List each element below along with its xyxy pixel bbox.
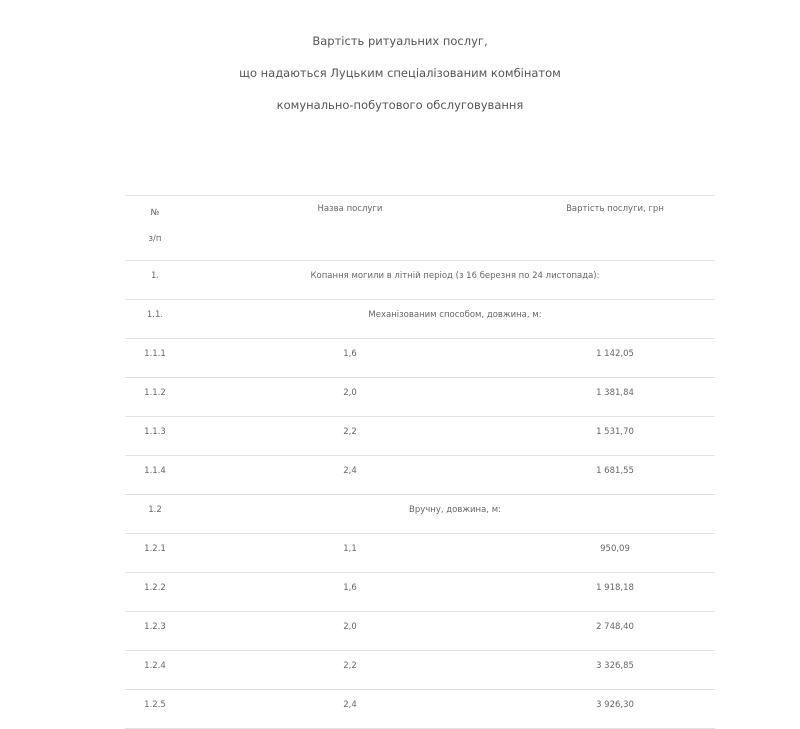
- page-title-line-3: комунально-побутового обслуговування: [276, 98, 524, 112]
- table-row: [125, 495, 715, 534]
- row-service-name: 2,2: [343, 661, 357, 671]
- header-service-price: Вартість послуги, грн: [566, 204, 664, 214]
- row-service-name: 2,4: [343, 700, 357, 710]
- row-number: 1.: [150, 271, 160, 281]
- row-service-price: 3 326,85: [596, 661, 634, 671]
- row-number: 1.2: [148, 505, 162, 515]
- row-service-name: 2,2: [343, 427, 357, 437]
- table-row: [125, 417, 715, 456]
- row-section-title: Копання могили в літній період (з 16 березня по 24 листопада):: [310, 271, 600, 281]
- row-service-price: 1 681,55: [596, 466, 634, 476]
- table-row: [125, 690, 715, 729]
- table-row: [125, 651, 715, 690]
- row-service-price: 3 926,30: [596, 700, 634, 710]
- row-service-name: 2,0: [343, 388, 357, 398]
- table-row: [125, 456, 715, 495]
- row-service-price: 2 748,40: [596, 622, 634, 632]
- row-section-title: Механізованим способом, довжина, м:: [368, 310, 542, 320]
- row-service-name: 1,6: [343, 583, 357, 593]
- table-row: [125, 339, 715, 378]
- row-number: 1.2.5: [144, 700, 166, 710]
- row-number: 1.1.3: [144, 427, 166, 437]
- row-number: 1.1.4: [144, 466, 166, 476]
- table-row: [125, 534, 715, 573]
- row-service-price: 1 381,84: [596, 388, 634, 398]
- row-service-name: 2,0: [343, 622, 357, 632]
- row-number: 1.2.1: [144, 544, 166, 554]
- table-header-row: [125, 196, 715, 261]
- row-number: 1.1.: [146, 310, 164, 320]
- row-service-name: 1,6: [343, 349, 357, 359]
- table-row: [125, 573, 715, 612]
- table-row: [125, 300, 715, 339]
- row-number: 1.1.1: [144, 349, 166, 359]
- page-title-line-1: Вартість ритуальних послуг,: [312, 34, 488, 48]
- row-number: 1.2.3: [144, 622, 166, 632]
- page-title-line-2: що надаються Луцьким спеціалізованим комбінатом: [239, 66, 561, 80]
- header-service-name: Назва послуги: [317, 204, 383, 214]
- header-number: [125, 200, 185, 252]
- header-number-line-2: з/п: [148, 234, 162, 244]
- row-number: 1.2.4: [144, 661, 166, 671]
- header-number-line-1: №: [150, 208, 160, 218]
- row-number: 1.2.2: [144, 583, 166, 593]
- table-row: [125, 261, 715, 300]
- row-service-name: 2,4: [343, 466, 357, 476]
- row-service-name: 1,1: [343, 544, 357, 554]
- row-service-price: 1 531,70: [596, 427, 634, 437]
- row-number: 1.1.2: [144, 388, 166, 398]
- row-service-price: 950,09: [600, 544, 630, 554]
- row-section-title: Вручну, довжина, м:: [409, 505, 501, 515]
- price-table: [125, 195, 715, 729]
- table-row: [125, 378, 715, 417]
- row-service-price: 1 918,18: [596, 583, 634, 593]
- table-row: [125, 612, 715, 651]
- row-service-price: 1 142,05: [596, 349, 634, 359]
